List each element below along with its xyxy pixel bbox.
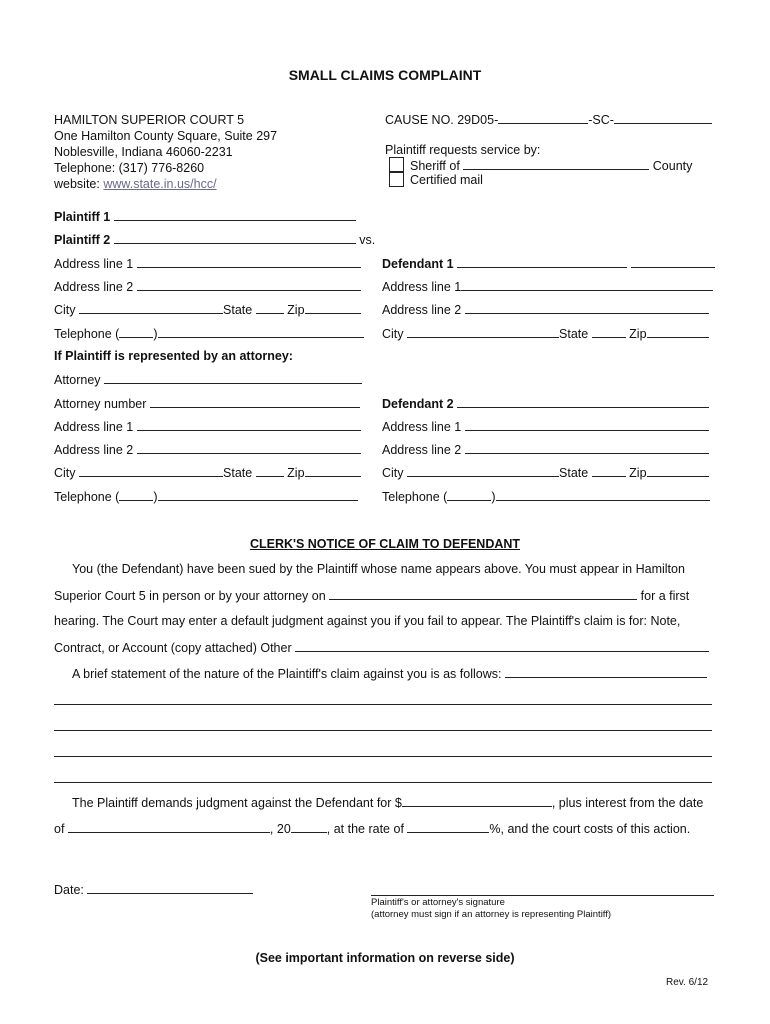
defendant-1-address-2-label: Address line 2 [382,303,462,317]
defendant-1-state-field[interactable] [592,326,626,338]
defendant-1-address-2-field[interactable] [465,302,709,314]
notice-line-2a: Superior Court 5 in person or by your attorney on [54,589,326,603]
sheriff-county-field[interactable] [463,158,649,170]
certified-mail-checkbox[interactable] [389,172,404,187]
cause-label: CAUSE NO. 29D05- [385,113,499,127]
attorney-telephone-field[interactable] [158,489,358,501]
interest-rate-field[interactable] [407,821,489,833]
defendant-2-address-1-label: Address line 1 [382,420,462,434]
attorney-city-label: City [54,466,76,480]
court-address-1: One Hamilton County Square, Suite 297 [54,129,278,143]
defendant-1-label: Defendant 1 [382,257,454,271]
claim-other-field[interactable] [295,640,709,652]
court-telephone: Telephone: (317) 776-8260 [54,161,205,175]
plaintiff-city-label: City [54,303,76,317]
cause-field[interactable] [498,112,588,124]
plaintiff-tel-close: ) [153,327,158,341]
notice-heading: CLERK'S NOTICE OF CLAIM TO DEFENDANT [249,537,521,551]
signature-label: Plaintiff's or attorney's signature [371,897,505,908]
attorney-field[interactable] [104,372,362,384]
notice-line-5: A brief statement of the nature of the Plaintiff's claim against you is as follows: [72,667,502,681]
defendant-1-city-field[interactable] [407,326,559,338]
plaintiff-2-label: Plaintiff 2 [54,233,111,247]
defendant-1-state-label: State [559,327,589,341]
attorney-address-1-field[interactable] [137,419,361,431]
plaintiff-telephone-label: Telephone ( [54,327,120,341]
attorney-address-2-label: Address line 2 [54,443,134,457]
attorney-area-code-field[interactable] [119,489,153,501]
attorney-state-label: State [223,466,253,480]
signature-note: (attorney must sign if an attorney is representing Plaintiff) [371,909,612,920]
defendant-1-zip-label: Zip [629,327,647,341]
defendant-1-zip-field[interactable] [647,326,709,338]
defendant-2-zip-field[interactable] [647,465,709,477]
court-name: HAMILTON SUPERIOR COURT 5 [54,113,245,127]
attorney-zip-label: Zip [287,466,305,480]
defendant-2-address-2-label: Address line 2 [382,443,462,457]
defendant-2-telephone-field[interactable] [496,489,710,501]
date-label: Date: [54,883,84,897]
defendant-2-city-label: City [382,466,404,480]
sheriff-checkbox[interactable] [389,157,404,172]
demand-line-1b: , plus interest from the date [551,796,704,810]
defendant-1-address-1-label: Address line 1 [382,280,462,294]
defendant-2-field[interactable] [457,396,709,408]
defendant-1-field[interactable] [457,256,627,268]
attorney-state-field[interactable] [256,465,284,477]
defendant-2-label: Defendant 2 [382,397,454,411]
defendant-2-tel-close: ) [491,490,496,504]
hearing-date-field[interactable] [329,588,637,600]
defendant-2-city-field[interactable] [407,465,559,477]
attorney-address-2-field[interactable] [137,442,361,454]
attorney-tel-close: ) [153,490,158,504]
court-website-link[interactable]: www.state.in.us/hcc/ [103,177,217,191]
claim-statement-line-4[interactable] [54,782,712,783]
demand-amount-field[interactable] [402,795,552,807]
defendant-2-address-1-field[interactable] [465,419,709,431]
cause-field-2[interactable] [614,112,712,124]
defendant-1-city-label: City [382,327,404,341]
plaintiff-state-field[interactable] [256,302,284,314]
sheriff-row [410,158,692,173]
defendant-1-field-2[interactable] [631,256,715,268]
attorney-city-field[interactable] [79,465,223,477]
notice-line-1: You (the Defendant) have been sued by the Plaintiff whose name appears above. You must appear in Hamilton [72,562,685,576]
demand-rate: , at the rate of [326,822,404,836]
cause-sc: -SC- [588,113,614,127]
court-info [54,112,277,192]
demand-line-1a: The Plaintiff demands judgment against the Defendant for $ [72,796,402,810]
defendant-2-area-code-field[interactable] [447,489,491,501]
defendant-2-address-2-field[interactable] [465,442,709,454]
page-title: SMALL CLAIMS COMPLAINT [288,67,482,83]
plaintiff-address-2-label: Address line 2 [54,280,134,294]
notice-line-4: Contract, or Account (copy attached) Other [54,641,292,655]
reverse-side-note: (See important information on reverse side) [255,951,515,965]
attorney-heading: If Plaintiff is represented by an attorney: [54,349,293,363]
defendant-2-zip-label: Zip [629,466,647,480]
interest-date-field[interactable] [68,821,270,833]
plaintiff-address-1-label: Address line 1 [54,257,134,271]
plaintiff-area-code-field[interactable] [119,326,153,338]
plaintiff-2-field[interactable] [114,232,356,244]
interest-year-field[interactable] [291,821,327,833]
attorney-address-1-label: Address line 1 [54,420,134,434]
plaintiff-telephone-field[interactable] [158,326,364,338]
attorney-telephone-label: Telephone ( [54,490,120,504]
sheriff-label: Sheriff of [410,159,460,173]
attorney-label: Attorney [54,373,101,387]
attorney-number-label: Attorney number [54,397,147,411]
signature-line[interactable] [371,895,714,896]
plaintiff-zip-label: Zip [287,303,305,317]
notice-line-2b: for a first [640,589,690,603]
demand-rest: %, and the court costs of this action. [489,822,691,836]
defendant-2-state-field[interactable] [592,465,626,477]
defendant-2-telephone-label: Telephone ( [382,490,448,504]
county-label: County [652,159,693,173]
plaintiff-address-2-field[interactable] [137,279,361,291]
plaintiff-1-label: Plaintiff 1 [54,210,111,224]
date-field[interactable] [87,882,253,894]
claim-statement-line-2[interactable] [54,730,712,731]
court-address-2: Noblesville, Indiana 46060-2231 [54,145,233,159]
plaintiff-city-field[interactable] [79,302,223,314]
revision-label: Rev. 6/12 [666,977,709,988]
attorney-number-field[interactable] [150,396,360,408]
demand-twenty: , 20 [269,822,291,836]
vs-label: vs. [359,233,376,247]
demand-of: of [54,822,65,836]
notice-line-3: hearing. The Court may enter a default judgment against you if you fail to appear. The Plaintiff's claim is for: Note, [54,614,681,628]
plaintiff-zip-field[interactable] [305,302,361,314]
service-heading: Plaintiff requests service by: [385,143,541,157]
certified-label: Certified mail [410,173,483,187]
attorney-zip-field[interactable] [305,465,361,477]
claim-statement-line-3[interactable] [54,756,712,757]
defendant-1-address-1-field[interactable] [461,279,713,291]
plaintiff-state-label: State [223,303,253,317]
plaintiff-address-1-field[interactable] [137,256,361,268]
claim-statement-field[interactable] [505,666,707,678]
plaintiff-1-field[interactable] [114,209,356,221]
cause-number [385,112,712,127]
claim-statement-line-1[interactable] [54,704,712,705]
website-label: website: [54,177,100,191]
defendant-2-state-label: State [559,466,589,480]
